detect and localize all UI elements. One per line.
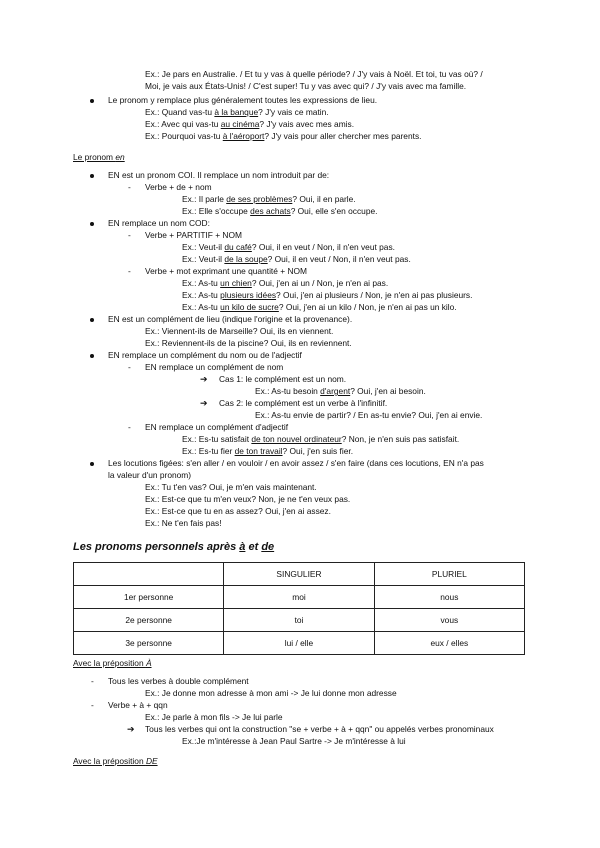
example-line: Ex.: Elle s'occupe des achats? Oui, elle s'en occupe. [182,206,378,216]
example-line: Ex.: As-tu envie de partir? / En as-tu envie? Oui, j'en ai envie. [255,410,483,420]
table-row [74,586,525,609]
table-cell: moi [224,586,374,609]
example-line: Ex.: Il parle de ses problèmes? Oui, il en parle. [182,194,356,204]
rule-line: EN est un pronom COI. Il remplace un nom introduit par de: [108,170,330,180]
example-line: Ex.: Pourquoi vas-tu à l'aéroport? J'y vais pour aller chercher mes parents. [145,131,422,141]
dash-icon: - [128,422,131,432]
example-line: Moi, je vais aux États-Unis! / C'est super! Tu y vas avec qui? / J'y vais avec ma famille. [145,81,467,91]
pronouns-table [73,562,525,655]
rule-line: EN remplace un nom COD: [108,218,210,228]
example-line: Ex.: Avec qui vas-tu au cinéma? J'y vais avec mes amis. [145,119,355,129]
example-line: Ex.: As-tu plusieurs idées? Oui, j'en ai plusieurs / Non, je n'en ai pas plusieurs. [182,290,473,300]
bullet-icon [90,222,94,226]
dash-icon: - [128,362,131,372]
rule-line: EN est un complément de lieu (indique l'origine et la provenance). [108,314,353,324]
table-header-cell [74,563,224,586]
subsection-title-a: Avec la préposition À [73,658,152,668]
table-header-cell: PLURIEL [374,563,524,586]
example-line: Ex.: Est-ce que tu en as assez? Oui, j'en ai assez. [145,506,331,516]
rule-line: EN remplace un complément d'adjectif [145,422,289,432]
example-line: Ex.: Veut-il de la soupe? Oui, il en veut / Non, il n'en veut pas. [182,254,411,264]
dash-icon: - [128,266,131,276]
rule-line: Tous les verbes qui ont la construction "se + verbe + à + qqn" ou appelés verbes pronominaux [145,724,494,734]
rule-line: EN remplace un complément du nom ou de l'adjectif [108,350,302,360]
arrow-right-icon: ➔ [127,724,135,734]
example-line: Ex.: Es-tu fier de ton travail? Oui, j'en suis fier. [182,446,354,456]
example-line: Ex.: Veut-il du café? Oui, il en veut / Non, il n'en veut pas. [182,242,395,252]
table-cell: 1er personne [74,586,224,609]
section-title-en: Le pronom en [73,152,125,162]
rule-line: Verbe + mot exprimant une quantité + NOM [145,266,308,276]
rule-line: Le pronom y remplace plus généralement toutes les expressions de lieu. [108,95,378,105]
table-cell: 2e personne [74,609,224,632]
dash-icon: - [91,676,94,686]
rule-line: Verbe + à + qqn [108,700,168,710]
rule-line: EN remplace un complément de nom [145,362,284,372]
rule-line: Verbe + PARTITIF + NOM [145,230,242,240]
rule-line: Verbe + de + nom [145,182,212,192]
table-header-cell: SINGULIER [224,563,374,586]
example-line: Ex.: Quand vas-tu à la banque? J'y vais ce matin. [145,107,329,117]
bullet-icon [90,174,94,178]
rule-line: Cas 1: le complément est un nom. [219,374,347,384]
rule-line: Cas 2: le complément est un verbe à l'infinitif. [219,398,388,408]
rule-line: la valeur d'un pronom) [108,470,192,480]
example-line: Ex.: Ne t'en fais pas! [145,518,222,528]
table-cell: toi [224,609,374,632]
table-cell: nous [374,586,524,609]
example-line: Ex.: Je pars en Australie. / Et tu y vas à quelle période? / J'y vais à Noël. Et toi, tu vas où? / [145,69,483,79]
dash-icon: - [91,700,94,710]
example-line: Ex.: As-tu un kilo de sucre? Oui, j'en ai un kilo / Non, je n'en ai pas un kilo. [182,302,457,312]
rule-line: Tous les verbes à double complément [108,676,249,686]
bullet-icon [90,354,94,358]
rule-line: Les locutions figées: s'en aller / en vouloir / en avoir assez / s'en faire (dans ces locutions, EN n'a pas [108,458,484,468]
example-line: Ex.:Je m'intéresse à Jean Paul Sartre -> Je m'intéresse à lui [182,736,406,746]
dash-icon: - [128,230,131,240]
bullet-icon [90,462,94,466]
table-row [74,632,525,655]
example-line: Ex.: As-tu besoin d'argent? Oui, j'en ai besoin. [255,386,426,396]
example-line: Ex.: Est-ce que tu m'en veux? Non, je ne t'en veux pas. [145,494,351,504]
table-cell: lui / elle [224,632,374,655]
bullet-icon [90,99,94,103]
arrow-right-icon: ➔ [200,398,208,408]
example-line: Ex.: Reviennent-ils de la piscine? Oui, ils en reviennent. [145,338,352,348]
section-heading-personnels: Les pronoms personnels après à et de [73,541,275,553]
table-row [74,609,525,632]
arrow-right-icon: ➔ [200,374,208,384]
table-cell: vous [374,609,524,632]
bullet-icon [90,318,94,322]
example-line: Ex.: Viennent-ils de Marseille? Oui, ils en viennent. [145,326,334,336]
example-line: Ex.: As-tu un chien? Oui, j'en ai un / Non, je n'en ai pas. [182,278,389,288]
subsection-title-de: Avec la préposition DE [73,756,158,766]
example-line: Ex.: Je donne mon adresse à mon ami -> Je lui donne mon adresse [145,688,397,698]
dash-icon: - [128,182,131,192]
example-line: Ex.: Tu t'en vas? Oui, je m'en vais maintenant. [145,482,317,492]
example-line: Ex.: Je parle à mon fils -> Je lui parle [145,712,283,722]
table-header-row [74,563,525,586]
table-cell: eux / elles [374,632,524,655]
example-line: Ex.: Es-tu satisfait de ton nouvel ordinateur? Non, je n'en suis pas satisfait. [182,434,460,444]
table-cell: 3e personne [74,632,224,655]
